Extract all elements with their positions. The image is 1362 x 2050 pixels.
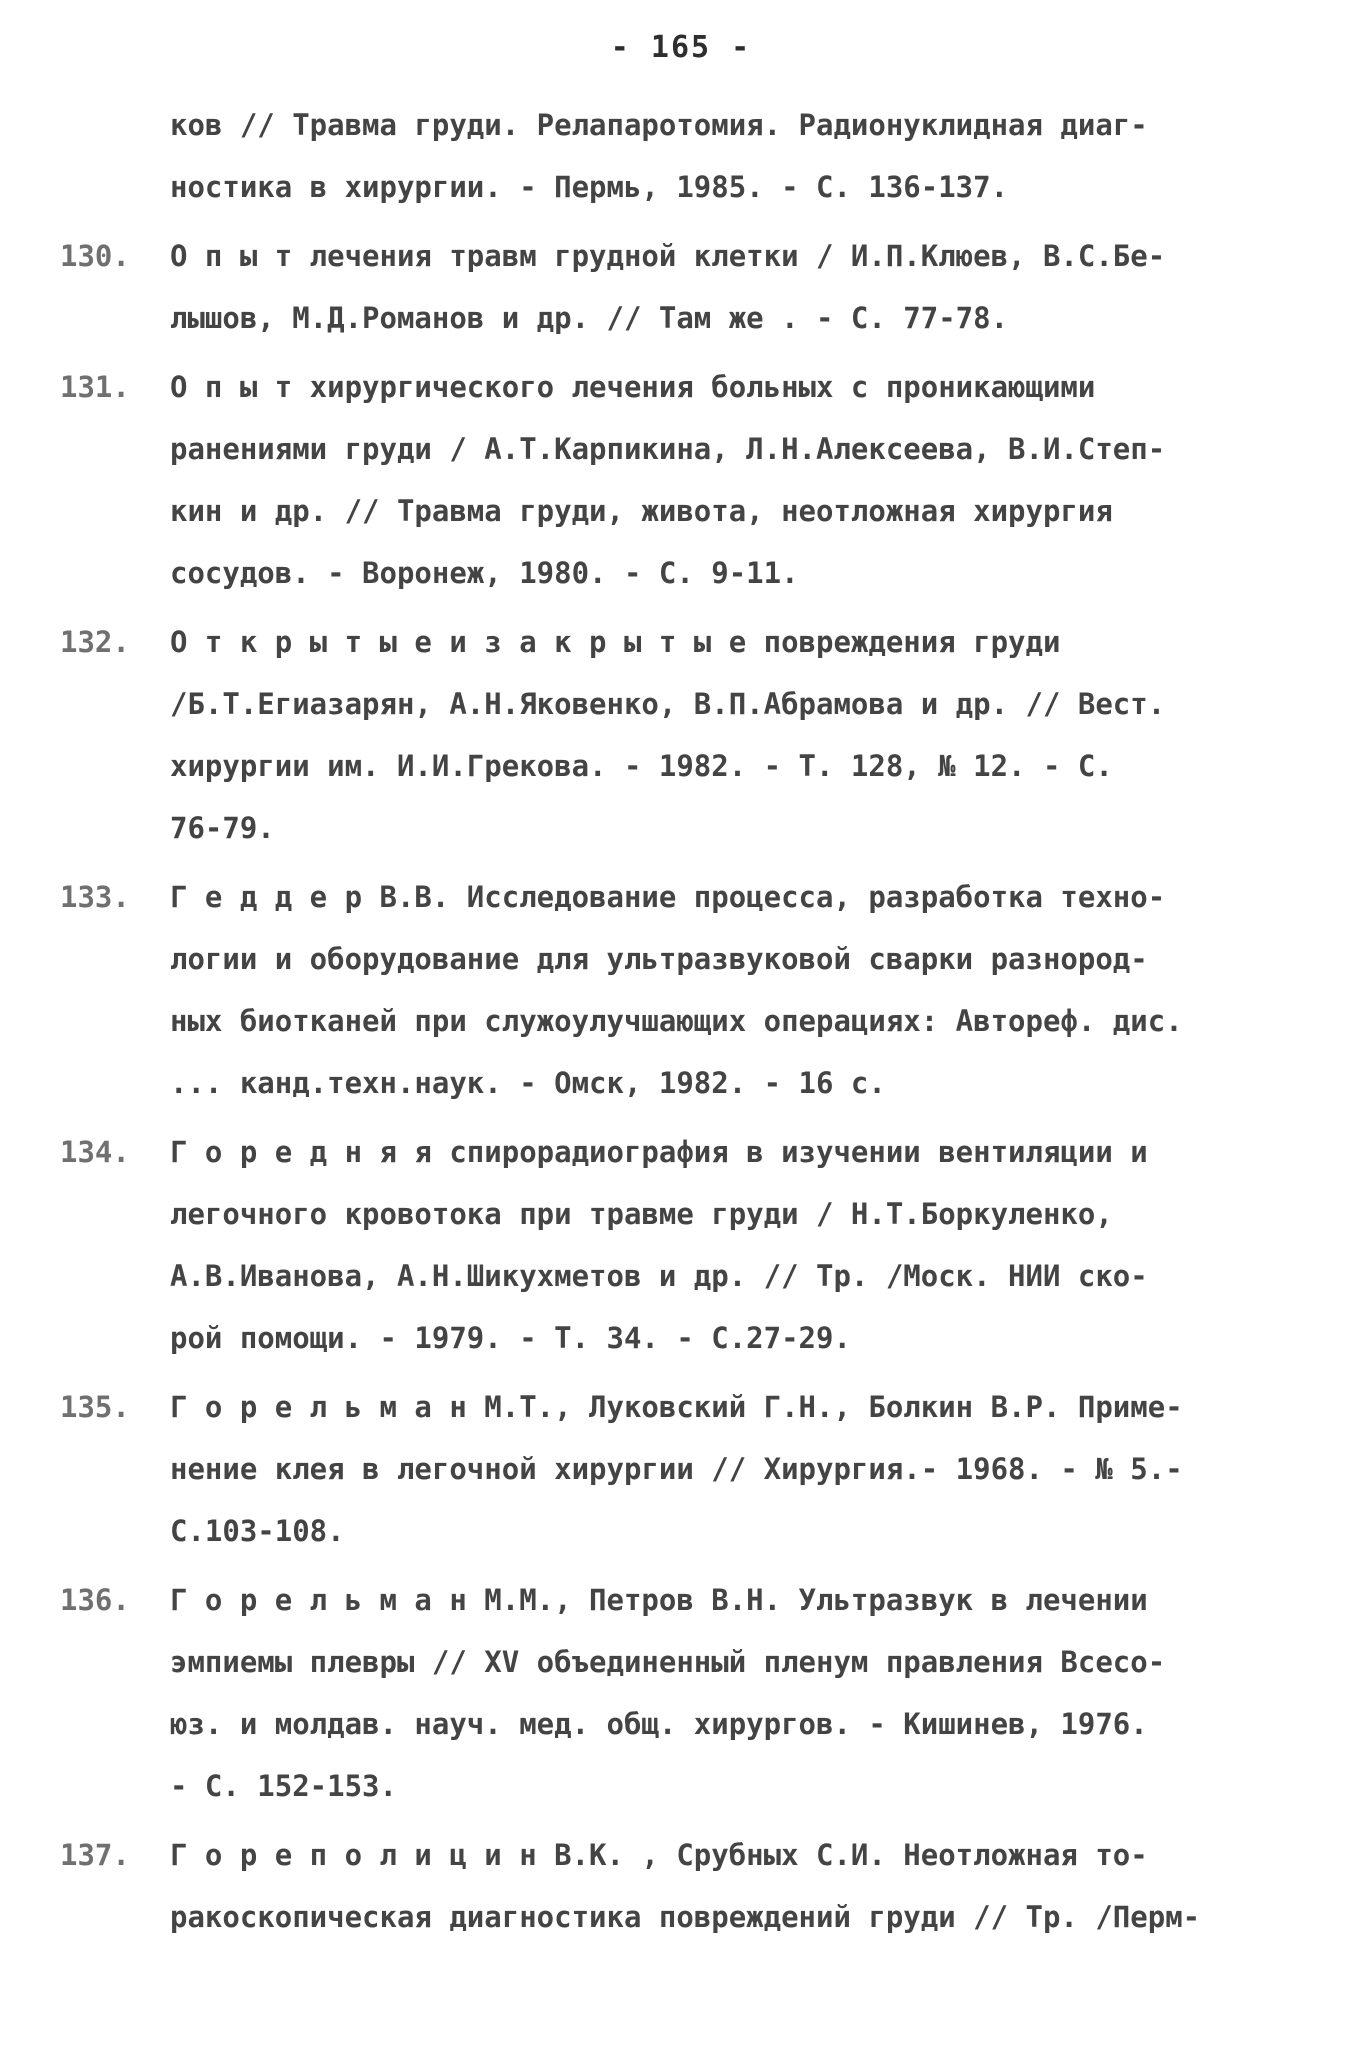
entry-line: 76-79. [170, 811, 275, 845]
bibliography-entry [60, 611, 1260, 859]
continuation-entry [60, 94, 1260, 218]
bibliography-entry [60, 1824, 1260, 1948]
entry-number: 130. [60, 239, 130, 273]
entry-line: Г е д д е р В.В. Исследование процесса, разработка техно- [170, 880, 1166, 914]
entry-number: 132. [60, 625, 130, 659]
entry-number: 137. [60, 1838, 130, 1872]
entry-line: рой помощи. - 1979. - Т. 34. - С.27-29. [170, 1321, 851, 1355]
entry-line: сосудов. - Воронеж, 1980. - С. 9-11. [170, 556, 799, 590]
entry-number: 131. [60, 370, 130, 404]
entry-line: Г о р е п о л и ц и н В.К. , Срубных С.И. Неотложная то- [170, 1838, 1148, 1872]
entry-line: хирургии им. И.И.Грекова. - 1982. - Т. 128, № 12. - С. [170, 749, 1113, 783]
entry-line: ных биотканей при служоулучшающих операциях: Автореф. дис. [170, 1004, 1183, 1038]
bibliography-list [60, 94, 1260, 1955]
entry-line: юз. и молдав. науч. мед. общ. хирургов. - Кишинев, 1976. [170, 1707, 1148, 1741]
bibliography-entry [60, 225, 1260, 349]
entry-line: эмпиемы плевры // XV объединенный пленум правления Всесо- [170, 1645, 1166, 1679]
entry-line: О т к р ы т ы е и з а к р ы т ы е повреждения груди [170, 625, 1061, 659]
entry-number: 134. [60, 1135, 130, 1169]
entry-line: /Б.Т.Егиазарян, А.Н.Яковенко, В.П.Абрамова и др. // Вест. [170, 687, 1166, 721]
bibliography-entry [60, 356, 1260, 604]
entry-line: С.103-108. [170, 1514, 345, 1548]
bibliography-entry [60, 1376, 1260, 1562]
entry-line: Г о р е л ь м а н М.Т., Луковский Г.Н., Болкин В.Р. Приме- [170, 1390, 1183, 1424]
entry-line: кин и др. // Травма груди, живота, неотложная хирургия [170, 494, 1113, 528]
entry-line: логии и оборудование для ультразвуковой сварки разнород- [170, 942, 1148, 976]
bibliography-entry [60, 1569, 1260, 1817]
entry-line: О п ы т хирургического лечения больных с проникающими [170, 370, 1096, 404]
entry-number: 135. [60, 1390, 130, 1424]
entry-line: ков // Травма груди. Релапаротомия. Радионуклидная диаг- [170, 108, 1148, 142]
entry-line: ракоскопическая диагностика повреждений груди // Тр. /Перм- [170, 1900, 1201, 1934]
page-number: - 165 - [610, 30, 752, 65]
entry-line: А.В.Иванова, А.Н.Шикухметов и др. // Тр. /Моск. НИИ ско- [170, 1259, 1148, 1293]
entry-line: нение клея в легочной хирургии // Хирургия.- 1968. - № 5.- [170, 1452, 1183, 1486]
entry-line: - С. 152-153. [170, 1769, 397, 1803]
entry-number: 133. [60, 880, 130, 914]
entry-number: 136. [60, 1583, 130, 1617]
bibliography-entry [60, 1121, 1260, 1369]
entry-line: ... канд.техн.наук. - Омск, 1982. - 16 с. [170, 1066, 886, 1100]
entry-line: ностика в хирургии. - Пермь, 1985. - С. 136-137. [170, 170, 1009, 204]
entry-line: легочного кровотока при травме груди / Н.Т.Боркуленко, [170, 1197, 1113, 1231]
bibliography-entry [60, 866, 1260, 1114]
entry-line: лышов, М.Д.Романов и др. // Там же . - С. 77-78. [170, 301, 1009, 335]
entry-line: О п ы т лечения травм грудной клетки / И.П.Клюев, В.С.Бе- [170, 239, 1166, 273]
entry-line: Г о р е л ь м а н М.М., Петров В.Н. Ультразвук в лечении [170, 1583, 1148, 1617]
entry-line: Г о р е д н я я спирорадиография в изучении вентиляции и [170, 1135, 1148, 1169]
entry-line: ранениями груди / А.Т.Карпикина, Л.Н.Алексеева, В.И.Степ- [170, 432, 1166, 466]
